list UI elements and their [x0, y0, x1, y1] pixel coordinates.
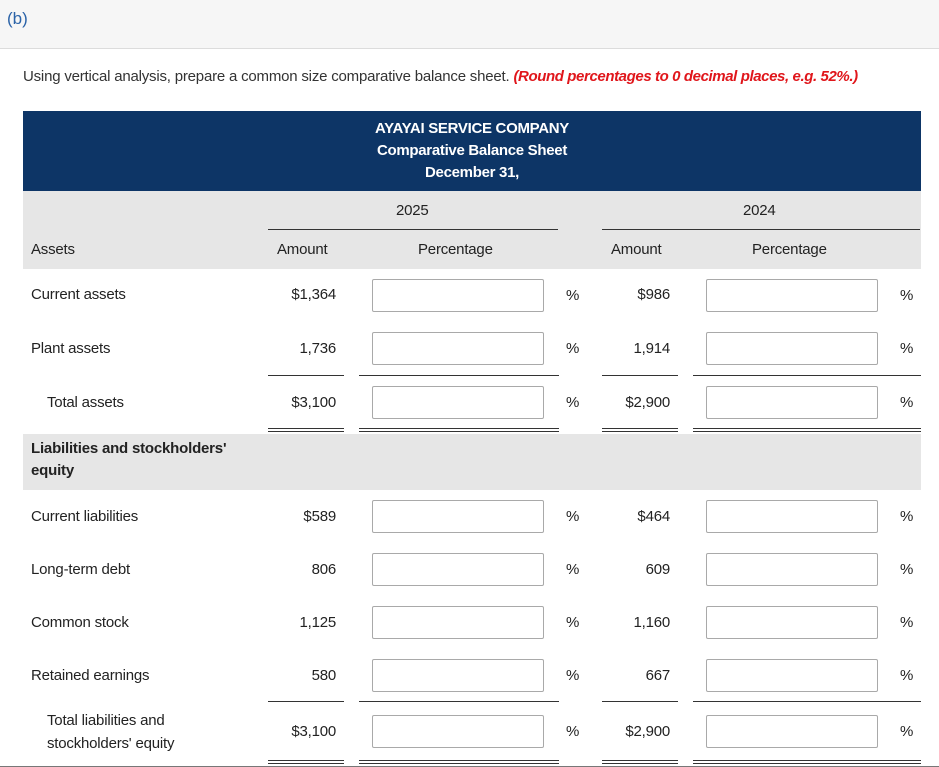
total-double-rule	[693, 428, 921, 429]
subtotal-rule	[602, 375, 678, 376]
percentage-2024-total-liabilities-equity-input[interactable]	[706, 715, 878, 748]
subtotal-rule	[268, 701, 344, 702]
amount-2024-current-assets: $986	[637, 286, 670, 303]
percent-sign: %	[566, 508, 580, 525]
percent-sign: %	[566, 614, 580, 631]
percent-sign: %	[566, 561, 580, 578]
percent-sign: %	[900, 287, 914, 304]
percentage-2025-retained-earnings-input[interactable]	[372, 659, 544, 692]
total-double-rule	[693, 431, 921, 432]
row-label-current-liabilities: Current liabilities	[31, 508, 139, 525]
percent-sign: %	[566, 340, 580, 357]
total-double-rule	[268, 763, 344, 764]
total-double-rule	[268, 428, 344, 429]
percent-sign: %	[566, 723, 580, 740]
part-header	[0, 0, 939, 49]
percentage-2024-retained-earnings-input[interactable]	[706, 659, 878, 692]
amount-2025-header: Amount	[277, 241, 328, 258]
percentage-2025-total-liabilities-equity-input[interactable]	[372, 715, 544, 748]
percent-sign: %	[900, 723, 914, 740]
total-double-rule	[602, 763, 678, 764]
statement-date: December 31,	[425, 164, 519, 181]
percentage-2024-header: Percentage	[752, 241, 827, 258]
subtotal-rule	[602, 701, 678, 702]
amount-2025-retained-earnings: 580	[311, 667, 336, 684]
amount-2025-long-term-debt: 806	[311, 561, 336, 578]
amount-2024-long-term-debt: 609	[645, 561, 670, 578]
amount-2024-common-stock: 1,160	[633, 614, 670, 631]
statement-header	[23, 111, 921, 191]
percent-sign: %	[900, 561, 914, 578]
total-double-rule	[359, 760, 559, 761]
amount-2025-current-assets: $1,364	[291, 286, 336, 303]
percentage-2024-plant-assets-input[interactable]	[706, 332, 878, 365]
percentage-2024-current-liabilities-input[interactable]	[706, 500, 878, 533]
total-double-rule	[602, 428, 678, 429]
liabilities-heading-line1: Liabilities and stockholders'	[31, 440, 227, 457]
percent-sign: %	[900, 508, 914, 525]
subtotal-rule	[693, 701, 921, 702]
total-double-rule	[359, 428, 559, 429]
amount-2025-common-stock: 1,125	[299, 614, 336, 631]
percentage-2025-long-term-debt-input[interactable]	[372, 553, 544, 586]
year-2024-rule	[602, 229, 920, 230]
row-label-common-stock: Common stock	[31, 614, 129, 631]
rounding-hint: (Round percentages to 0 decimal places, e.g. 52%.)	[513, 68, 858, 85]
percent-sign: %	[900, 614, 914, 631]
percentage-2024-common-stock-input[interactable]	[706, 606, 878, 639]
row-label-long-term-debt: Long-term debt	[31, 561, 130, 578]
percent-sign: %	[566, 394, 580, 411]
amount-2024-total-assets: $2,900	[625, 394, 670, 411]
amount-2024-total-liabilities-equity: $2,900	[625, 723, 670, 740]
percentage-2025-header: Percentage	[418, 241, 493, 258]
percent-sign: %	[900, 667, 914, 684]
total-double-rule	[602, 760, 678, 761]
percentage-2024-current-assets-input[interactable]	[706, 279, 878, 312]
company-name: AYAYAI SERVICE COMPANY	[374, 120, 570, 137]
part-label: (b)	[7, 9, 28, 28]
row-label-plant-assets: Plant assets	[31, 340, 111, 357]
total-double-rule	[693, 763, 921, 764]
amount-2025-plant-assets: 1,736	[299, 340, 336, 357]
assets-heading: Assets	[31, 241, 75, 258]
percent-sign: %	[566, 287, 580, 304]
percentage-2025-common-stock-input[interactable]	[372, 606, 544, 639]
amount-2025-total-assets: $3,100	[291, 394, 336, 411]
row-label-total-liabilities-line1: Total liabilities and	[47, 712, 165, 729]
percentage-2025-current-assets-input[interactable]	[372, 279, 544, 312]
percent-sign: %	[900, 340, 914, 357]
subtotal-rule	[268, 375, 344, 376]
percentage-2025-current-liabilities-input[interactable]	[372, 500, 544, 533]
row-label-current-assets: Current assets	[31, 286, 126, 303]
instruction-text: Using vertical analysis, prepare a common size comparative balance sheet.	[23, 68, 514, 85]
amount-2025-total-liabilities-equity: $3,100	[291, 723, 336, 740]
total-double-rule	[602, 431, 678, 432]
year-2025-rule	[268, 229, 558, 230]
liabilities-heading-line2: equity	[31, 462, 74, 479]
year-2024-header: 2024	[743, 202, 776, 219]
percentage-2024-long-term-debt-input[interactable]	[706, 553, 878, 586]
amount-2024-retained-earnings: 667	[645, 667, 670, 684]
percent-sign: %	[900, 394, 914, 411]
percent-sign: %	[566, 667, 580, 684]
amount-2024-plant-assets: 1,914	[633, 340, 670, 357]
percentage-2025-plant-assets-input[interactable]	[372, 332, 544, 365]
row-label-total-liabilities-line2: stockholders' equity	[47, 735, 175, 752]
percentage-2025-total-assets-input[interactable]	[372, 386, 544, 419]
subtotal-rule	[359, 375, 559, 376]
total-double-rule	[268, 760, 344, 761]
amount-2024-current-liabilities: $464	[637, 508, 670, 525]
row-label-total-assets: Total assets	[47, 394, 124, 411]
amount-2024-header: Amount	[611, 241, 662, 258]
year-2025-header: 2025	[396, 202, 429, 219]
subtotal-rule	[693, 375, 921, 376]
total-double-rule	[268, 431, 344, 432]
subtotal-rule	[359, 701, 559, 702]
percentage-2024-total-assets-input[interactable]	[706, 386, 878, 419]
instruction	[23, 68, 858, 85]
statement-title: Comparative Balance Sheet	[376, 142, 568, 159]
amount-2025-current-liabilities: $589	[303, 508, 336, 525]
total-double-rule	[359, 431, 559, 432]
row-label-retained-earnings: Retained earnings	[31, 667, 150, 684]
total-double-rule	[693, 760, 921, 761]
total-double-rule	[359, 763, 559, 764]
